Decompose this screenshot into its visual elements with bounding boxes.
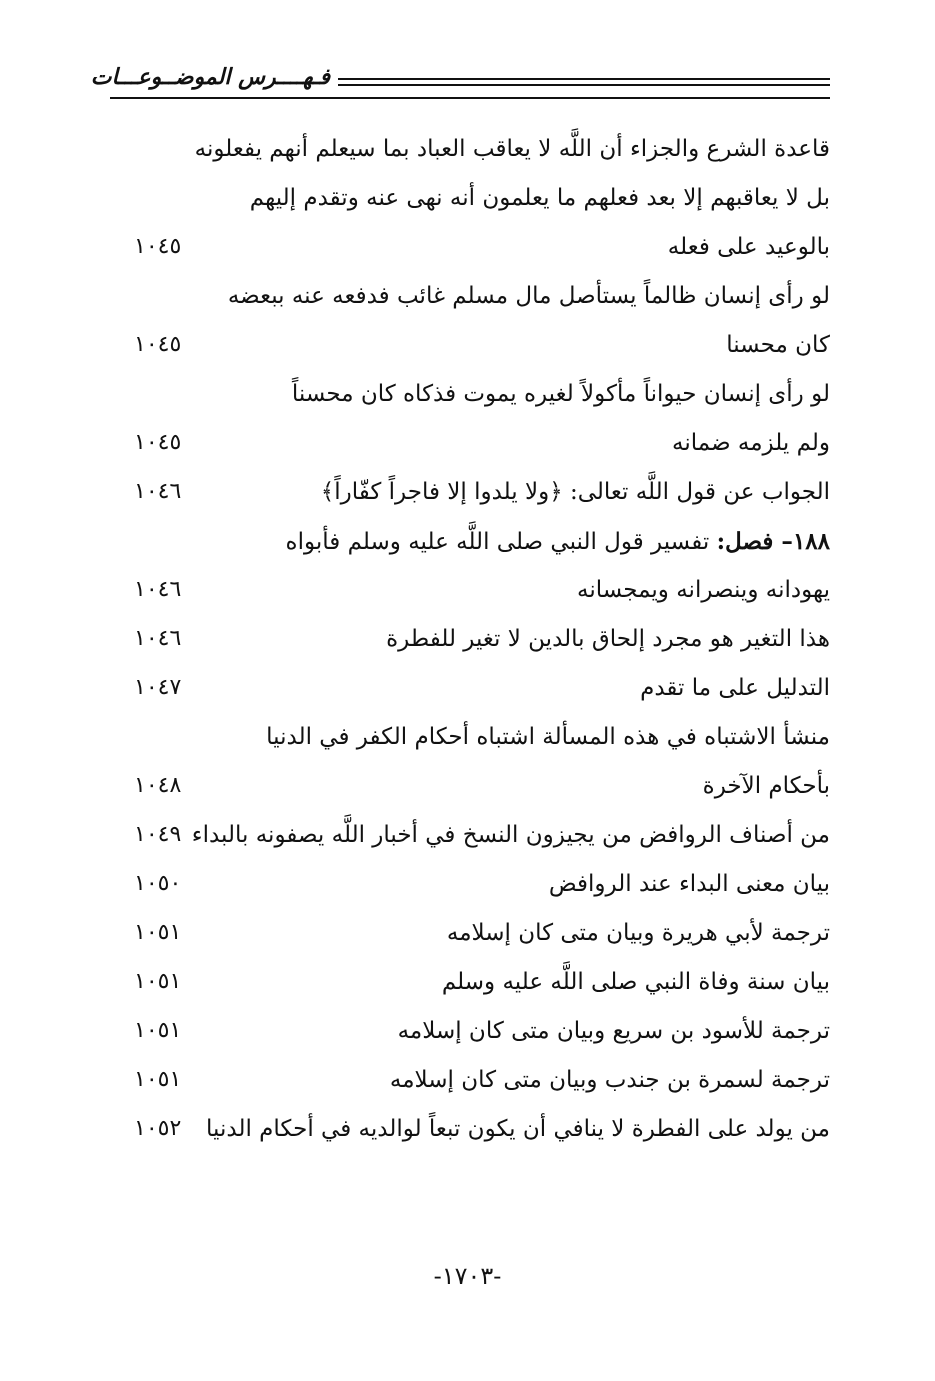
entry-text: هذا التغير هو مجرد إلحاق بالدين لا تغير للفطرة [386, 626, 830, 652]
section-heading-line [120, 524, 830, 573]
index-line [120, 181, 830, 230]
entry-text: تفسير قول النبي صلى اللَّه عليه وسلم فأبواه [285, 529, 710, 555]
entry-text: ترجمة لأبي هريرة وبيان متى كان إسلامه [446, 920, 830, 946]
page-number: ١٠٤٥ [134, 430, 182, 455]
index-line [120, 230, 830, 279]
page-number: ١٠٤٦ [134, 626, 182, 651]
page-number: ١٠٤٥ [134, 332, 182, 357]
header-divider [110, 97, 830, 99]
entry-text: قاعدة الشرع والجزاء أن اللَّه لا يعاقب العباد بما سيعلم أنهم يفعلونه [194, 136, 830, 162]
section-number: ١٨٨ [792, 528, 830, 555]
entry-text: لو رأى إنسان حيواناً مأكولاً لغيره يموت فذكاه كان محسناً [291, 381, 830, 407]
entry-text: ترجمة لسمرة بن جندب وبيان متى كان إسلامه [389, 1067, 830, 1093]
index-line [120, 818, 830, 867]
entry-text: بل لا يعاقبهم إلا بعد فعلهم ما يعلمون أنه نهى عنه وتقدم إليهم [249, 185, 830, 211]
index-line [120, 1112, 830, 1161]
index-line [120, 132, 830, 181]
index-line [120, 671, 830, 720]
index-line [120, 916, 830, 965]
section-heading [286, 528, 830, 555]
header-rule-lower [338, 84, 830, 86]
index-line [120, 867, 830, 916]
page-number: ١٠٥٢ [134, 1116, 182, 1141]
index-line [120, 475, 830, 524]
index-line [120, 573, 830, 622]
index-line [120, 1063, 830, 1112]
page-number: ١٠٥١ [134, 1067, 182, 1092]
index-line [120, 965, 830, 1014]
page-header [90, 62, 830, 102]
header-title: فـهــــرس الموضــوعـــات [90, 64, 330, 90]
entry-text: ترجمة للأسود بن سريع وبيان متى كان إسلامه [397, 1018, 830, 1044]
section-label: فصل: [716, 528, 774, 555]
page-number: ١٠٤٧ [134, 675, 182, 700]
entry-text: بيان سنة وفاة النبي صلى اللَّه عليه وسلم [441, 969, 830, 995]
footer-page-number: -١٧٠٣- [433, 1262, 502, 1290]
entry-text: التدليل على ما تقدم [640, 675, 830, 701]
entry-text: بيان معنى البداء عند الروافض [548, 871, 830, 897]
entry-text: الجواب عن قول اللَّه تعالى: ﴿ولا يلدوا إلا فاجراً كفّاراً﴾ [320, 479, 830, 505]
index-line [120, 1014, 830, 1063]
index-line [120, 279, 830, 328]
entry-text: لو رأى إنسان ظالماً يستأصل مال مسلم غائب فدفعه عنه ببعضه [227, 283, 830, 309]
index-line [120, 720, 830, 769]
index-line [120, 426, 830, 475]
page-number: ١٠٤٦ [134, 479, 182, 504]
index-line [120, 622, 830, 671]
entry-text: منشأ الاشتباه في هذه المسألة اشتباه أحكام الكفر في الدنيا [266, 724, 830, 750]
page-number: ١٠٥١ [134, 969, 182, 994]
page-number: ١٠٤٥ [134, 234, 182, 259]
page-number: ١٠٥٠ [134, 871, 182, 896]
entry-text: بالوعيد على فعله [667, 234, 830, 260]
page-number: ١٠٥١ [134, 1018, 182, 1043]
entry-text: كان محسنا [726, 332, 830, 358]
index-line [120, 328, 830, 377]
page-number: ١٠٥١ [134, 920, 182, 945]
entry-text: بأحكام الآخرة [702, 773, 830, 799]
entry-text: من أصناف الروافض من يجيزون النسخ في أخبار اللَّه يصفونه بالبداء [191, 822, 830, 848]
entry-text: من يولد على الفطرة لا ينافي أن يكون تبعاً لوالديه في أحكام الدنيا [206, 1116, 830, 1142]
page-number: ١٠٤٩ [134, 822, 182, 847]
section-dash: – [773, 528, 793, 555]
entry-text: يهودانه وينصرانه ويمجسانه [577, 577, 830, 603]
entry-text: ولم يلزمه ضمانه [672, 430, 830, 456]
header-rule-upper [338, 78, 830, 80]
page-number: ١٠٤٦ [134, 577, 182, 602]
index-entries [120, 132, 830, 1161]
index-line [120, 769, 830, 818]
page-number: ١٠٤٨ [134, 773, 182, 798]
index-line [120, 377, 830, 426]
